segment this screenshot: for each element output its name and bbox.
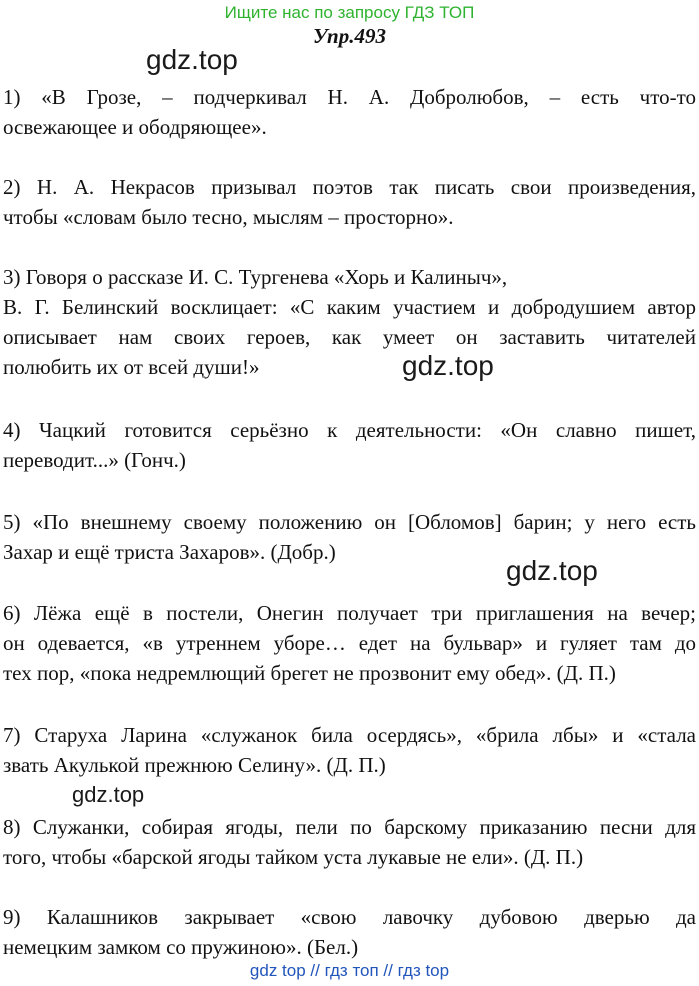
paragraph-line: 6) Лёжа ещё в постели, Онегин получает три приглашения на вечер; bbox=[3, 601, 696, 625]
paragraph-7 bbox=[3, 720, 696, 780]
exercise-title: Упр.493 bbox=[313, 24, 386, 48]
paragraph-line: звать Акулькой прежнюю Селину». (Д. П.) bbox=[3, 753, 386, 777]
paragraph-line: 2) Н. А. Некрасов призывал поэтов так писать свои произведения, bbox=[3, 175, 696, 199]
watermark-text: gdz.top bbox=[506, 555, 598, 586]
paragraph-line: немецким замком со пружиною». (Бел.) bbox=[3, 935, 359, 959]
paragraph-line: Захар и ещё триста Захаров». (Добр.) bbox=[3, 540, 336, 564]
watermark-text: gdz.top bbox=[72, 782, 145, 807]
paragraph-line: 3) Говоря о рассказе И. С. Тургенева «Хорь и Калиныч», bbox=[3, 265, 508, 289]
paragraph-line: он одевается, «в утреннем уборе… едет на бульвар» и гуляет там до bbox=[3, 631, 696, 655]
paragraph-line: описывает нам своих героев, как умеет он заставить читателей bbox=[3, 325, 696, 349]
paragraph-line: 4) Чацкий готовится серьёзно к деятельности: «Он славно пишет, bbox=[3, 418, 696, 442]
paragraph-8 bbox=[3, 812, 696, 872]
paragraph-4 bbox=[3, 415, 696, 475]
paragraph-9 bbox=[3, 902, 696, 962]
watermark-text: gdz.top bbox=[402, 350, 494, 381]
paragraph-3 bbox=[3, 262, 696, 382]
paragraph-line: 1) «В Грозе, – подчеркивал Н. А. Добролюбов, – есть что-то bbox=[3, 85, 696, 109]
paragraph-line: В. Г. Белинский восклицает: «С каким участием и добродушием автор bbox=[3, 295, 696, 319]
paragraph-line: чтобы «словам было тесно, мыслям – просторно». bbox=[3, 205, 454, 229]
paragraph-line: освежающее и ободряющее». bbox=[3, 115, 267, 139]
paragraph-line: 8) Служанки, собирая ягоды, пели по барскому приказанию песни для bbox=[3, 815, 696, 839]
watermark-text: gdz.top bbox=[146, 44, 238, 75]
paragraph-line: 5) «По внешнему своему положению он [Обломов] барин; у него есть bbox=[3, 510, 696, 534]
paragraph-6 bbox=[3, 598, 696, 688]
paragraph-2 bbox=[3, 172, 696, 232]
top-banner-link[interactable]: Ищите нас по запросу ГДЗ ТОП bbox=[224, 3, 475, 22]
paragraph-line: 7) Старуха Ларина «служанок била осердясь», «брила лбы» и «стала bbox=[3, 723, 696, 747]
paragraph-line: переводит...» (Гонч.) bbox=[3, 448, 186, 472]
paragraph-1 bbox=[3, 82, 696, 142]
footer-banner-link[interactable]: gdz top // гдз топ // гдз top bbox=[249, 961, 450, 980]
paragraph-line: того, чтобы «барской ягоды тайком уста лукавые не ели». (Д. П.) bbox=[3, 845, 584, 869]
paragraph-line: полюбить их от всей души!» bbox=[3, 355, 260, 379]
paragraph-line: тех пор, «пока недремлющий брегет не прозвонит ему обед». (Д. П.) bbox=[3, 661, 616, 685]
paragraph-line: 9) Калашников закрывает «свою лавочку дубовою дверью да bbox=[3, 905, 696, 929]
